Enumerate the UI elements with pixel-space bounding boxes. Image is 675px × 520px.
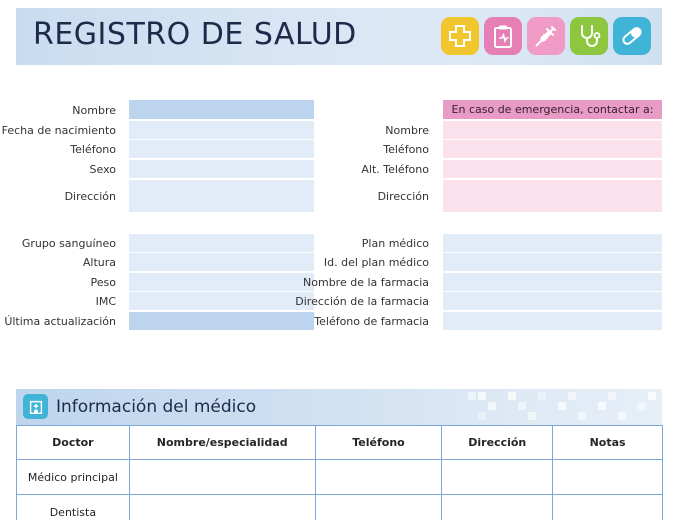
- label-ultima-actualizacion: Última actualización: [4, 315, 116, 328]
- nombre-farmacia-field[interactable]: [443, 273, 662, 291]
- medical-cross-icon: [441, 17, 479, 55]
- label-grupo-sanguineo: Grupo sanguíneo: [21, 237, 116, 250]
- table-cell[interactable]: [442, 460, 553, 495]
- col-header-telefono: Teléfono: [315, 426, 442, 460]
- label-nombre: Nombre: [72, 104, 116, 117]
- label-direccion-farmacia: Dirección de la farmacia: [295, 295, 429, 308]
- table-cell[interactable]: [129, 460, 315, 495]
- id-plan-field[interactable]: [443, 253, 662, 271]
- label-emergency-direccion: Dirección: [377, 190, 429, 203]
- label-direccion: Dirección: [64, 190, 116, 203]
- label-altura: Altura: [82, 256, 116, 269]
- direccion-farmacia-field[interactable]: [443, 292, 662, 310]
- label-emergency-nombre: Nombre: [385, 124, 429, 137]
- grupo-sanguineo-field[interactable]: [129, 234, 314, 252]
- doctor-table: [16, 425, 663, 520]
- syringe-icon: [527, 17, 565, 55]
- label-fecha-nacimiento: Fecha de nacimiento: [1, 124, 116, 137]
- label-nombre-farmacia: Nombre de la farmacia: [303, 276, 429, 289]
- label-sexo: Sexo: [89, 163, 116, 176]
- row-label-medico-principal: Médico principal: [17, 460, 130, 495]
- direccion-field[interactable]: [129, 180, 314, 212]
- sexo-field[interactable]: [129, 160, 314, 178]
- label-imc: IMC: [95, 295, 116, 308]
- label-emergency-telefono: Teléfono: [383, 143, 429, 156]
- plan-medico-field[interactable]: [443, 234, 662, 252]
- peso-field[interactable]: [129, 273, 314, 291]
- label-telefono: Teléfono: [70, 143, 116, 156]
- table-cell[interactable]: [442, 495, 553, 520]
- col-header-nombre-especialidad: Nombre/especialidad: [129, 426, 315, 460]
- telefono-field[interactable]: [129, 140, 314, 158]
- table-cell[interactable]: [315, 460, 442, 495]
- table-row: [17, 460, 663, 495]
- table-cell[interactable]: [315, 495, 442, 520]
- col-header-doctor: Doctor: [17, 426, 130, 460]
- emergency-telefono-field[interactable]: [443, 140, 662, 158]
- pill-icon: [613, 17, 651, 55]
- hospital-icon: [23, 394, 48, 419]
- table-cell[interactable]: [553, 460, 663, 495]
- altura-field[interactable]: [129, 253, 314, 271]
- imc-field[interactable]: [129, 292, 314, 310]
- table-cell[interactable]: [129, 495, 315, 520]
- emergency-header: En caso de emergencia, contactar a:: [443, 100, 662, 119]
- label-peso: Peso: [90, 276, 116, 289]
- page-title: REGISTRO DE SALUD: [33, 17, 357, 52]
- emergency-nombre-field[interactable]: [443, 121, 662, 139]
- stethoscope-icon: [570, 17, 608, 55]
- telefono-farmacia-field[interactable]: [443, 312, 662, 330]
- label-id-plan: Id. del plan médico: [323, 256, 429, 269]
- col-header-direccion: Dirección: [442, 426, 553, 460]
- table-header-row: [17, 426, 663, 460]
- label-telefono-farmacia: Teléfono de farmacia: [314, 315, 429, 328]
- label-plan-medico: Plan médico: [361, 237, 429, 250]
- doctor-section-title: Información del médico: [56, 397, 257, 417]
- emergency-direccion-field[interactable]: [443, 180, 662, 212]
- doctor-section-header: [16, 389, 662, 425]
- emergency-alt-telefono-field[interactable]: [443, 160, 662, 178]
- decorative-mosaic: [466, 389, 662, 425]
- table-cell[interactable]: [553, 495, 663, 520]
- col-header-notas: Notas: [553, 426, 663, 460]
- row-label-dentista: Dentista: [17, 495, 130, 520]
- ultima-actualizacion-field[interactable]: [129, 312, 314, 330]
- label-emergency-alt-telefono: Alt. Teléfono: [361, 163, 429, 176]
- nombre-field[interactable]: [129, 100, 314, 119]
- fecha-nacimiento-field[interactable]: [129, 121, 314, 139]
- clipboard-icon: [484, 17, 522, 55]
- table-row: [17, 495, 663, 520]
